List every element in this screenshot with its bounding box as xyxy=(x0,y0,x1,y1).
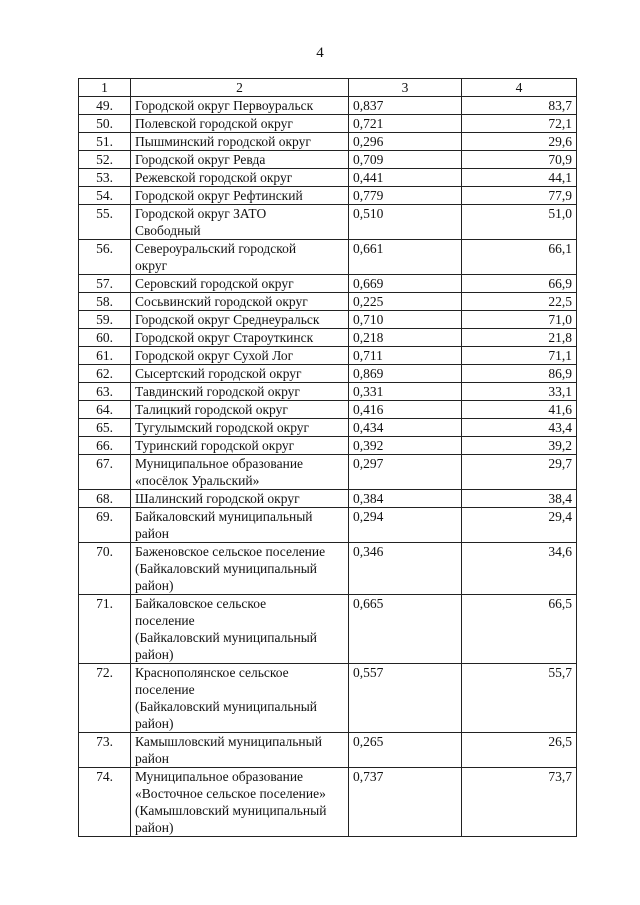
table-row xyxy=(79,293,577,311)
table-row xyxy=(79,311,577,329)
index-value: 0,669 xyxy=(349,275,462,293)
index-value: 0,837 xyxy=(349,97,462,115)
table-row xyxy=(79,133,577,151)
municipality-name: Байкаловский муниципальный район xyxy=(131,508,349,543)
row-number: 49. xyxy=(79,97,131,115)
percent-value: 51,0 xyxy=(462,205,577,240)
index-value: 0,709 xyxy=(349,151,462,169)
table-row xyxy=(79,347,577,365)
municipality-name: Городской округ Первоуральск xyxy=(131,97,349,115)
municipality-name: Сосьвинский городской округ xyxy=(131,293,349,311)
municipality-name: Городской округ Среднеуральск xyxy=(131,311,349,329)
row-number: 73. xyxy=(79,733,131,768)
table-body xyxy=(79,79,577,837)
municipality-name: Пышминский городской округ xyxy=(131,133,349,151)
row-number: 67. xyxy=(79,455,131,490)
index-value: 0,265 xyxy=(349,733,462,768)
percent-value: 73,7 xyxy=(462,768,577,837)
percent-value: 38,4 xyxy=(462,490,577,508)
row-number: 58. xyxy=(79,293,131,311)
column-header-1: 1 xyxy=(79,79,131,97)
index-value: 0,294 xyxy=(349,508,462,543)
row-number: 72. xyxy=(79,664,131,733)
index-value: 0,392 xyxy=(349,437,462,455)
table-row xyxy=(79,664,577,733)
index-value: 0,737 xyxy=(349,768,462,837)
table-row xyxy=(79,151,577,169)
percent-value: 22,5 xyxy=(462,293,577,311)
percent-value: 44,1 xyxy=(462,169,577,187)
row-number: 60. xyxy=(79,329,131,347)
row-number: 69. xyxy=(79,508,131,543)
table-row xyxy=(79,490,577,508)
index-value: 0,510 xyxy=(349,205,462,240)
percent-value: 70,9 xyxy=(462,151,577,169)
index-value: 0,218 xyxy=(349,329,462,347)
table-row xyxy=(79,275,577,293)
table-row xyxy=(79,437,577,455)
index-value: 0,711 xyxy=(349,347,462,365)
data-table xyxy=(78,78,577,837)
table-row xyxy=(79,401,577,419)
percent-value: 26,5 xyxy=(462,733,577,768)
table-row xyxy=(79,419,577,437)
municipality-name: Муниципальное образование «Восточное сельское поселение» (Камышловский муниципальный район) xyxy=(131,768,349,837)
percent-value: 86,9 xyxy=(462,365,577,383)
index-value: 0,225 xyxy=(349,293,462,311)
column-header-4: 4 xyxy=(462,79,577,97)
table-row xyxy=(79,205,577,240)
row-number: 56. xyxy=(79,240,131,275)
municipality-name: Режевской городской округ xyxy=(131,169,349,187)
percent-value: 21,8 xyxy=(462,329,577,347)
municipality-name: Тугулымский городской округ xyxy=(131,419,349,437)
row-number: 53. xyxy=(79,169,131,187)
percent-value: 41,6 xyxy=(462,401,577,419)
row-number: 52. xyxy=(79,151,131,169)
table-row xyxy=(79,543,577,595)
municipality-name: Городской округ Староуткинск xyxy=(131,329,349,347)
percent-value: 39,2 xyxy=(462,437,577,455)
table-row xyxy=(79,365,577,383)
row-number: 71. xyxy=(79,595,131,664)
municipality-name: Североуральский городской округ xyxy=(131,240,349,275)
municipality-name: Байкаловское сельское поселение (Байкаловский муниципальный район) xyxy=(131,595,349,664)
index-value: 0,434 xyxy=(349,419,462,437)
index-value: 0,297 xyxy=(349,455,462,490)
percent-value: 66,9 xyxy=(462,275,577,293)
table-row xyxy=(79,595,577,664)
row-number: 70. xyxy=(79,543,131,595)
index-value: 0,710 xyxy=(349,311,462,329)
municipality-name: Городской округ Сухой Лог xyxy=(131,347,349,365)
municipality-name: Камышловский муниципальный район xyxy=(131,733,349,768)
index-value: 0,779 xyxy=(349,187,462,205)
index-value: 0,441 xyxy=(349,169,462,187)
percent-value: 71,0 xyxy=(462,311,577,329)
municipality-name: Талицкий городской округ xyxy=(131,401,349,419)
percent-value: 77,9 xyxy=(462,187,577,205)
municipality-name: Краснополянское сельское поселение (Байкаловский муниципальный район) xyxy=(131,664,349,733)
percent-value: 34,6 xyxy=(462,543,577,595)
row-number: 51. xyxy=(79,133,131,151)
municipality-name: Муниципальное образование «посёлок Уральский» xyxy=(131,455,349,490)
table-row xyxy=(79,169,577,187)
table-row xyxy=(79,733,577,768)
municipality-name: Городской округ Ревда xyxy=(131,151,349,169)
percent-value: 43,4 xyxy=(462,419,577,437)
page-number: 4 xyxy=(316,45,324,61)
row-number: 62. xyxy=(79,365,131,383)
row-number: 54. xyxy=(79,187,131,205)
table-header-row xyxy=(79,79,577,97)
index-value: 0,661 xyxy=(349,240,462,275)
index-value: 0,869 xyxy=(349,365,462,383)
table-row xyxy=(79,455,577,490)
municipality-name: Туринский городской округ xyxy=(131,437,349,455)
percent-value: 29,6 xyxy=(462,133,577,151)
row-number: 66. xyxy=(79,437,131,455)
row-number: 57. xyxy=(79,275,131,293)
percent-value: 33,1 xyxy=(462,383,577,401)
table-row xyxy=(79,329,577,347)
row-number: 61. xyxy=(79,347,131,365)
column-header-3: 3 xyxy=(349,79,462,97)
row-number: 55. xyxy=(79,205,131,240)
percent-value: 66,5 xyxy=(462,595,577,664)
percent-value: 71,1 xyxy=(462,347,577,365)
row-number: 65. xyxy=(79,419,131,437)
table-row xyxy=(79,97,577,115)
index-value: 0,384 xyxy=(349,490,462,508)
municipality-name: Сысертский городской округ xyxy=(131,365,349,383)
municipality-name: Городской округ ЗАТО Свободный xyxy=(131,205,349,240)
index-value: 0,346 xyxy=(349,543,462,595)
percent-value: 29,4 xyxy=(462,508,577,543)
municipality-name: Серовский городской округ xyxy=(131,275,349,293)
table-row xyxy=(79,508,577,543)
percent-value: 29,7 xyxy=(462,455,577,490)
index-value: 0,721 xyxy=(349,115,462,133)
municipality-name: Полевской городской округ xyxy=(131,115,349,133)
percent-value: 55,7 xyxy=(462,664,577,733)
percent-value: 83,7 xyxy=(462,97,577,115)
table-row xyxy=(79,383,577,401)
index-value: 0,665 xyxy=(349,595,462,664)
index-value: 0,557 xyxy=(349,664,462,733)
municipality-name: Тавдинский городской округ xyxy=(131,383,349,401)
row-number: 59. xyxy=(79,311,131,329)
percent-value: 66,1 xyxy=(462,240,577,275)
row-number: 63. xyxy=(79,383,131,401)
municipality-name: Шалинский городской округ xyxy=(131,490,349,508)
row-number: 50. xyxy=(79,115,131,133)
table-row xyxy=(79,187,577,205)
index-value: 0,331 xyxy=(349,383,462,401)
table-row xyxy=(79,240,577,275)
municipality-name: Городской округ Рефтинский xyxy=(131,187,349,205)
index-value: 0,416 xyxy=(349,401,462,419)
row-number: 64. xyxy=(79,401,131,419)
row-number: 74. xyxy=(79,768,131,837)
row-number: 68. xyxy=(79,490,131,508)
table-row xyxy=(79,115,577,133)
column-header-2: 2 xyxy=(131,79,349,97)
table-row xyxy=(79,768,577,837)
municipality-name: Баженовское сельское поселение (Байкаловский муниципальный район) xyxy=(131,543,349,595)
percent-value: 72,1 xyxy=(462,115,577,133)
index-value: 0,296 xyxy=(349,133,462,151)
